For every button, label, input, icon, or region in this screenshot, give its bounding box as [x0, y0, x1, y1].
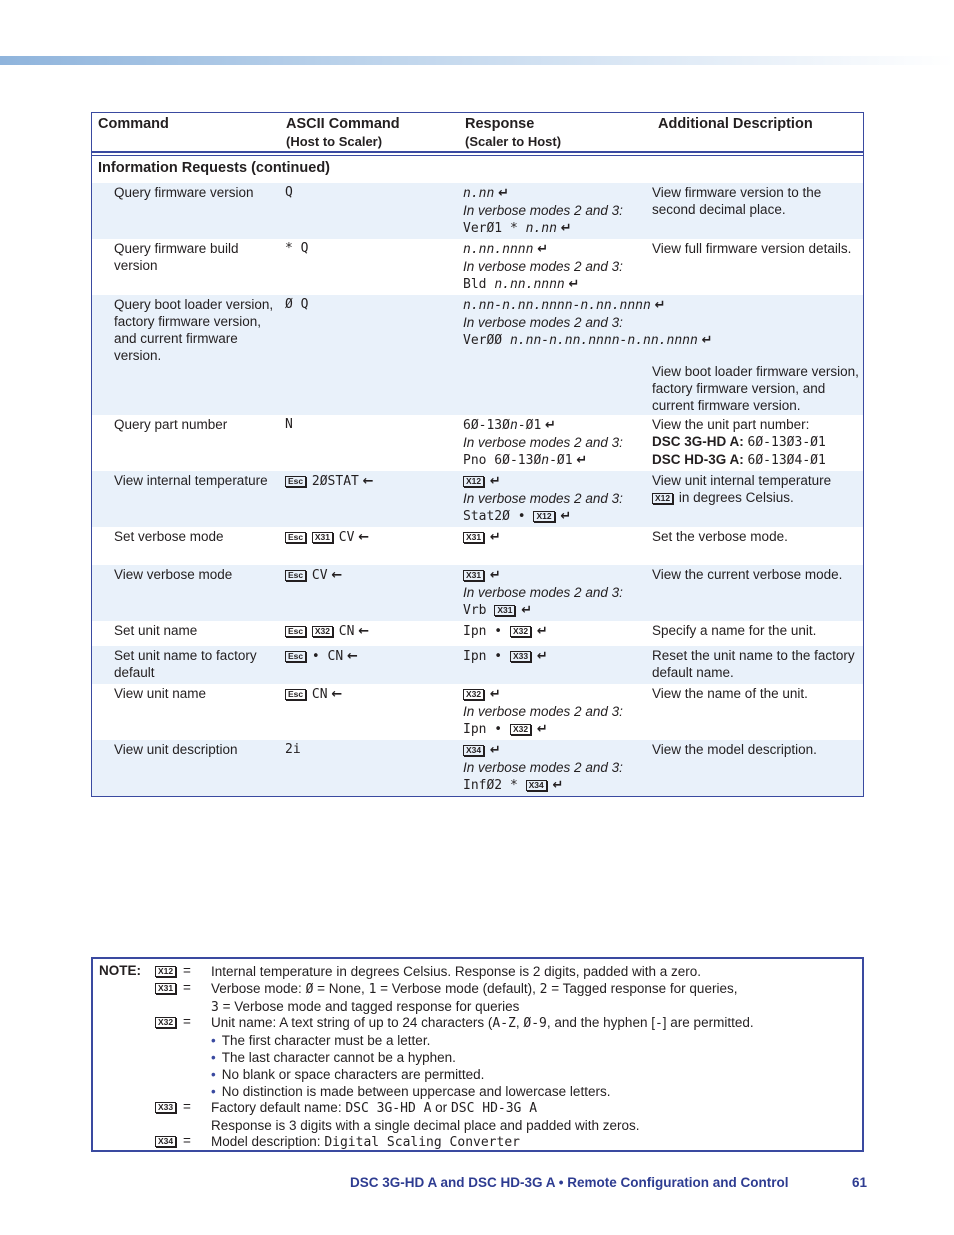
- description-cell: View boot loader firmware version, factory firmware version, and current firmware version.: [652, 364, 859, 413]
- ascii-cell: Esc X31 CV ←: [285, 528, 455, 546]
- ascii-cell: Esc CV ←: [285, 566, 455, 584]
- return-icon: ↵: [489, 743, 501, 758]
- return-icon: ↵: [560, 509, 572, 524]
- description-cell: Specify a name for the unit.: [652, 623, 817, 638]
- x31-key-icon: X31: [155, 983, 176, 994]
- x12-key-icon: X12: [652, 493, 673, 504]
- command-cell: Query firmware build version: [114, 241, 239, 273]
- x34-key-icon: X34: [463, 745, 484, 756]
- response-cell: n.nn ↵ In verbose modes 2 and 3: VerØ1 * n.nn ↵: [463, 186, 623, 236]
- command-cell: View unit description: [114, 742, 238, 757]
- description-cell: Set the verbose mode.: [652, 529, 788, 544]
- table-row: [92, 684, 863, 740]
- table-row: [92, 740, 863, 796]
- response-cell: X12 ↵ In verbose modes 2 and 3: Stat2Ø • X12 ↵: [463, 474, 623, 524]
- note-x33: Factory default name: DSC 3G-HD A or DSC HD-3G A Response is 3 digits with a single decimal place and padded with zeros.: [211, 1100, 640, 1133]
- response-cell: 6Ø-13Øn-Ø1 ↵ In verbose modes 2 and 3: Pno 6Ø-13Øn-Ø1 ↵: [463, 418, 623, 468]
- esc-key-icon: Esc: [285, 626, 306, 637]
- note-x32: Unit name: A text string of up to 24 characters (A-Z, Ø-9, and the hyphen [-] are permitted. • The first character must be a letter. • The last character cannot be a hyphen. • No blank or space characters are permitted. • No distinction is made between uppercase and lowercase letters.: [211, 1015, 754, 1099]
- command-cell: View verbose mode: [114, 567, 233, 582]
- header-description: Additional Description: [658, 116, 813, 132]
- response-cell: n.nn-n.nn.nnnn-n.nn.nnnn ↵ In verbose modes 2 and 3: VerØØ n.nn-n.nn.nnnn-n.nn.nnnn ↵: [463, 298, 713, 348]
- return-icon: ↵: [489, 687, 501, 702]
- header-response: Response (Scaler to Host): [465, 116, 562, 149]
- ascii-cell: * Q: [285, 241, 309, 256]
- note-x34: Model description: Digital Scaling Converter: [211, 1134, 520, 1150]
- return-icon: ↵: [489, 474, 501, 489]
- header-command: Command: [98, 116, 169, 132]
- table-row: [92, 183, 863, 239]
- return-icon: ↵: [701, 333, 713, 348]
- table-header: [92, 113, 863, 153]
- command-cell: Set unit name to factory default: [114, 648, 257, 680]
- return-icon: ↵: [536, 649, 548, 664]
- ascii-cell: Esc • CN ←: [285, 647, 455, 665]
- return-icon: ↵: [545, 418, 556, 433]
- return-icon: ↵: [536, 722, 548, 737]
- description-cell: View the model description.: [652, 742, 817, 757]
- table-row: [92, 471, 863, 527]
- x32-key-icon: X32: [463, 689, 484, 700]
- table-row: [92, 527, 863, 565]
- ascii-cell: Esc X32 CN ←: [285, 622, 455, 640]
- description-cell: Reset the unit name to the factory default name.: [652, 648, 855, 680]
- x31-key-icon: X31: [463, 532, 484, 543]
- ascii-cell: Esc CN ←: [285, 685, 455, 703]
- return-arrow-icon: ←: [346, 649, 358, 664]
- description-cell: View full firmware version details.: [652, 241, 852, 256]
- x31-key-icon: X31: [463, 570, 484, 581]
- table-row: [92, 239, 863, 295]
- header-gradient-bar: [0, 56, 954, 65]
- return-arrow-icon: ←: [331, 568, 343, 583]
- description-cell: View the name of the unit.: [652, 686, 808, 701]
- note-x31: Verbose mode: Ø = None, 1 = Verbose mode (default), 2 = Tagged response for queries, 3 = Verbose mode and tagged response for queries: [211, 981, 738, 1015]
- command-cell: View unit name: [114, 686, 207, 701]
- return-icon: ↵: [654, 298, 666, 313]
- response-cell: n.nn.nnnn ↵ In verbose modes 2 and 3: Bld n.nn.nnnn ↵: [463, 242, 623, 292]
- x32-key-icon: X32: [312, 626, 333, 637]
- note-box: NOTE: X12 = Internal temperature in degrees Celsius. Response is 2 digits, padded with a zero. X31 = Verbose mode: Ø = None, 1 = Verbose mode (default), 2 = Tagged response for queries, 3 = Verbose mode and tagged response for queries X32 = Unit name: A text string of up to 24 characters (A-Z, Ø-9, and the hyphen [-] are permitted. • The first character must be a letter. • The last character cannot be a hyphen. • No blank or space characters are permitted. • No distinction is made between uppercase and lowercase letters. X33 = Factory default name: DSC 3G-HD A or DSC HD-3G A Response is 3 digits with a single decimal place and padded with zeros. X34 = Model description: Digital Scaling Converter: [91, 957, 864, 1152]
- return-icon: ↵: [560, 221, 572, 236]
- description-cell: View unit internal temperature X12 in degrees Celsius.: [652, 473, 832, 505]
- table-row: [92, 565, 863, 621]
- esc-key-icon: Esc: [285, 476, 306, 487]
- return-icon: ↵: [489, 568, 501, 583]
- return-icon: ↵: [521, 603, 533, 618]
- table-row: [92, 646, 863, 684]
- page-number: 61: [852, 1175, 868, 1190]
- x12-key-icon: X12: [155, 966, 176, 977]
- return-arrow-icon: ←: [358, 530, 370, 545]
- response-cell: Ipn • X33 ↵: [463, 649, 548, 664]
- return-icon: ↵: [536, 624, 548, 639]
- return-icon: ↵: [489, 530, 501, 545]
- return-arrow-icon: ←: [358, 624, 370, 639]
- return-arrow-icon: ←: [362, 474, 374, 489]
- x34-key-icon: X34: [155, 1136, 176, 1147]
- list-item: • The first character must be a letter.: [211, 1033, 431, 1048]
- ascii-cell: Ø Q: [285, 297, 309, 312]
- x31-key-icon: X31: [494, 605, 515, 616]
- command-table: [91, 112, 864, 797]
- table-row: [92, 621, 863, 646]
- x12-key-icon: X12: [463, 476, 484, 487]
- return-icon: ↵: [552, 778, 564, 793]
- list-item: • No blank or space characters are permitted.: [211, 1067, 485, 1082]
- command-cell: View internal temperature: [114, 473, 268, 488]
- return-icon: ↵: [568, 277, 580, 292]
- x12-key-icon: X12: [533, 511, 554, 522]
- list-item: • No distinction is made between uppercase and lowercase letters.: [211, 1084, 611, 1099]
- table-row: [92, 415, 863, 471]
- note-label: NOTE:: [99, 963, 141, 978]
- x33-key-icon: X33: [155, 1102, 176, 1113]
- command-cell: Query firmware version: [114, 185, 254, 200]
- return-icon: ↵: [498, 186, 509, 201]
- description-cell: View the unit part number: DSC 3G-HD A: 6Ø-13Ø3-Ø1 DSC HD-3G A: 6Ø-13Ø4-Ø1: [652, 417, 826, 468]
- response-cell: X32 ↵ In verbose modes 2 and 3: Ipn • X32 ↵: [463, 687, 623, 737]
- ascii-cell: Esc 2ØSTAT ←: [285, 472, 455, 490]
- ascii-cell: N: [285, 417, 293, 432]
- x32-key-icon: X32: [155, 1017, 176, 1028]
- return-icon: ↵: [537, 242, 549, 257]
- x31-key-icon: X31: [312, 532, 333, 543]
- table-row: [92, 295, 863, 415]
- command-cell: Set unit name: [114, 623, 198, 638]
- command-cell: Query boot loader version, factory firmware version, and current firmware version.: [114, 297, 274, 363]
- esc-key-icon: Esc: [285, 570, 306, 581]
- return-icon: ↵: [576, 453, 588, 468]
- esc-key-icon: Esc: [285, 651, 306, 662]
- response-cell: Ipn • X32 ↵: [463, 624, 548, 639]
- x32-key-icon: X32: [510, 626, 531, 637]
- ascii-cell: 2i: [285, 742, 301, 757]
- esc-key-icon: Esc: [285, 689, 306, 700]
- description-cell: View firmware version to the second decimal place.: [652, 185, 822, 217]
- return-arrow-icon: ←: [331, 687, 343, 702]
- response-cell: X31 ↵ In verbose modes 2 and 3: Vrb X31 ↵: [463, 568, 623, 618]
- section-title: Information Requests (continued): [92, 155, 863, 183]
- note-x12: Internal temperature in degrees Celsius. Response is 2 digits, padded with a zero.: [211, 964, 702, 979]
- x33-key-icon: X33: [510, 651, 531, 662]
- response-cell: [463, 528, 648, 546]
- header-ascii: ASCII Command (Host to Scaler): [286, 116, 400, 149]
- description-cell: View the current verbose mode.: [652, 567, 843, 582]
- ascii-cell: Q: [285, 185, 293, 200]
- x32-key-icon: X32: [510, 724, 531, 735]
- footer-title: DSC 3G-HD A and DSC HD-3G A • Remote Configuration and Control: [350, 1175, 789, 1190]
- command-cell: Query part number: [114, 417, 228, 432]
- command-cell: Set verbose mode: [114, 529, 224, 544]
- list-item: • The last character cannot be a hyphen.: [211, 1050, 456, 1065]
- x34-key-icon: X34: [526, 780, 547, 791]
- response-cell: X34 ↵ In verbose modes 2 and 3: InfØ2 * X34 ↵: [463, 743, 623, 793]
- esc-key-icon: Esc: [285, 532, 306, 543]
